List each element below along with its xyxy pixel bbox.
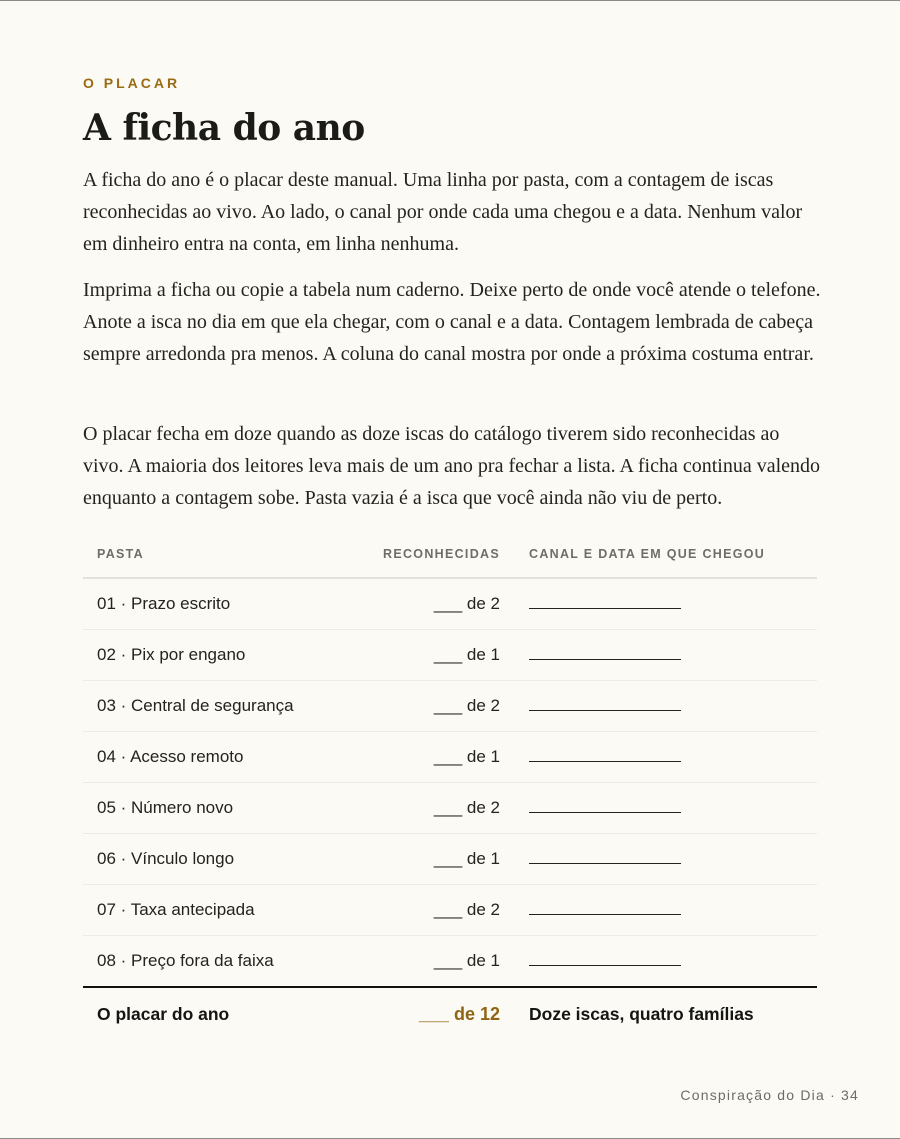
row-count: ___ de 1 — [433, 747, 500, 766]
row-canal-blank — [529, 747, 681, 767]
row-pasta: 05 · Número novo — [97, 798, 234, 817]
row-pasta: 07 · Taxa antecipada — [97, 900, 255, 919]
row-pasta: 02 · Pix por engano — [97, 645, 246, 664]
row-canal-blank — [529, 849, 681, 869]
score-table — [83, 536, 817, 1042]
table-row — [83, 885, 817, 936]
row-count: ___ de 1 — [433, 951, 500, 970]
table-row — [83, 936, 817, 986]
row-count: ___ de 1 — [433, 645, 500, 664]
paragraph-intro: A ficha do ano é o placar deste manual. Uma linha por pasta, com a contagem de iscas reconhecidas ao vivo. Ao lado, o canal por onde cada uma chegou e a data. Nenhum valor em dinheiro entra na conta, em linha nenhuma. — [83, 169, 803, 255]
page-footer: Conspiração do Dia · 34 — [680, 1087, 859, 1103]
total-label: O placar do ano — [97, 1004, 230, 1024]
table-total-row — [83, 986, 817, 1042]
table-row — [83, 681, 817, 732]
row-canal-blank — [529, 900, 681, 920]
table-row — [83, 732, 817, 783]
row-count: ___ de 2 — [433, 696, 500, 715]
row-count: ___ de 2 — [433, 900, 500, 919]
row-canal-blank — [529, 798, 681, 818]
total-count: ___ de 12 — [418, 1004, 500, 1024]
row-pasta: 03 · Central de segurança — [97, 696, 294, 715]
row-count: ___ de 2 — [433, 594, 500, 613]
page-title: A ficha do ano — [83, 107, 365, 149]
row-count: ___ de 1 — [433, 849, 500, 868]
row-pasta: 08 · Preço fora da faixa — [97, 951, 274, 970]
table-row — [83, 630, 817, 681]
row-canal-blank — [529, 594, 681, 614]
row-canal-blank — [529, 951, 681, 971]
table-row — [83, 834, 817, 885]
paragraph-closing: O placar fecha em doze quando as doze iscas do catálogo tiverem sido reconhecidas ao vivo. A maioria dos leitores leva mais de um ano pra fechar a lista. A ficha continua valendo enquanto a contagem sobe. Pasta vazia é a isca que você ainda não viu de perto. — [83, 423, 821, 509]
paragraph-instructions: Imprima a ficha ou copie a tabela num caderno. Deixe perto de onde você atende o telefone. Anote a isca no dia em que ela chegar, com o canal e a data. Contagem lembrada de cabeça sempre arredonda pra menos. A coluna do canal mostra por onde a próxima costuma entrar. — [83, 279, 821, 365]
total-note: Doze iscas, quatro famílias — [529, 1004, 754, 1024]
row-canal-blank — [529, 696, 681, 716]
table-row — [83, 783, 817, 834]
row-pasta: 04 · Acesso remoto — [97, 747, 244, 766]
row-count: ___ de 2 — [433, 798, 500, 817]
row-pasta: 06 · Vínculo longo — [97, 849, 235, 868]
header-pasta: PASTA — [97, 547, 145, 561]
header-canal-data: CANAL E DATA EM QUE CHEGOU — [529, 547, 766, 561]
table-row — [83, 579, 817, 630]
table-header — [83, 536, 817, 579]
header-reconhecidas: RECONHECIDAS — [383, 547, 500, 561]
row-canal-blank — [529, 645, 681, 665]
section-eyebrow: O PLACAR — [83, 75, 181, 91]
row-pasta: 01 · Prazo escrito — [97, 594, 231, 613]
